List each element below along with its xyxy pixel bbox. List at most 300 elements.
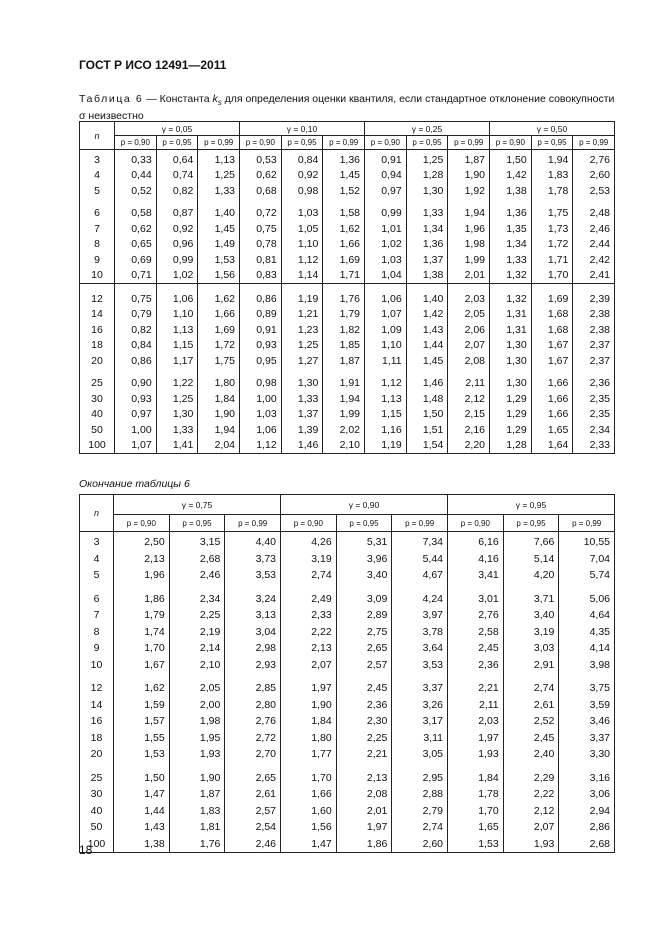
value-cell: 1,67	[531, 353, 573, 369]
value-cell: 2,46	[225, 836, 281, 853]
value-cell: 1,80	[198, 369, 240, 392]
value-cell: 2,38	[573, 322, 615, 338]
value-cell: 2,46	[573, 221, 615, 237]
table-row	[80, 307, 615, 323]
value-cell: 1,71	[323, 268, 365, 284]
value-cell: 2,21	[448, 673, 504, 697]
value-cell: 2,14	[169, 640, 225, 657]
value-cell: 1,66	[531, 391, 573, 407]
value-cell: 1,47	[281, 836, 337, 853]
value-cell: 1,35	[490, 221, 532, 237]
n-cell: 5	[80, 183, 115, 199]
value-cell: 2,48	[573, 199, 615, 222]
value-cell: 2,34	[169, 584, 225, 608]
value-cell: 1,19	[281, 284, 323, 307]
value-cell: 1,29	[490, 407, 532, 423]
table-row	[80, 268, 615, 284]
value-cell: 1,32	[490, 284, 532, 307]
value-cell: 3,98	[559, 657, 615, 674]
value-cell: 1,94	[323, 391, 365, 407]
value-cell: 1,87	[323, 353, 365, 369]
value-cell: 1,25	[156, 391, 198, 407]
value-cell: 1,01	[365, 221, 407, 237]
table-row	[80, 657, 615, 674]
value-cell: 2,08	[336, 786, 392, 803]
value-cell: 2,91	[503, 657, 559, 674]
value-cell: 1,43	[114, 819, 170, 836]
value-cell: 1,69	[323, 252, 365, 268]
table-row	[80, 836, 615, 853]
value-cell: 1,40	[198, 199, 240, 222]
value-cell: 2,25	[169, 607, 225, 624]
value-cell: 1,17	[156, 353, 198, 369]
n-cell: 20	[80, 353, 115, 369]
value-cell: 2,72	[225, 730, 281, 747]
p-header: p = 0,95	[503, 515, 559, 532]
n-cell: 8	[80, 624, 114, 641]
value-cell: 2,05	[169, 673, 225, 697]
value-cell: 1,38	[406, 268, 448, 284]
value-cell: 1,78	[448, 786, 504, 803]
table-row	[80, 607, 615, 624]
value-cell: 1,50	[114, 763, 170, 787]
value-cell: 2,00	[169, 697, 225, 714]
value-cell: 1,79	[323, 307, 365, 323]
value-cell: 2,25	[336, 730, 392, 747]
value-cell: 3,05	[392, 746, 448, 763]
value-cell: 5,14	[503, 551, 559, 568]
n-cell: 30	[80, 786, 114, 803]
value-cell: 1,97	[336, 819, 392, 836]
value-cell: 2,93	[225, 657, 281, 674]
value-cell: 1,09	[365, 322, 407, 338]
value-cell: 0,93	[240, 338, 282, 354]
value-cell: 2,03	[448, 284, 490, 307]
p-header: p = 0,95	[406, 136, 448, 150]
value-cell: 0,94	[365, 168, 407, 184]
value-cell: 1,97	[448, 730, 504, 747]
value-cell: 2,21	[336, 746, 392, 763]
value-cell: 1,25	[198, 168, 240, 184]
p-header: p = 0,90	[365, 136, 407, 150]
value-cell: 1,59	[114, 697, 170, 714]
value-cell: 1,15	[156, 338, 198, 354]
value-cell: 2,02	[323, 422, 365, 438]
value-cell: 2,36	[336, 697, 392, 714]
value-cell: 1,87	[169, 786, 225, 803]
value-cell: 0,84	[115, 338, 157, 354]
caption-k: k	[212, 93, 218, 105]
value-cell: 2,33	[281, 607, 337, 624]
page-number: 18	[79, 843, 93, 857]
value-cell: 0,52	[115, 183, 157, 199]
value-cell: 1,43	[406, 322, 448, 338]
value-cell: 3,30	[559, 746, 615, 763]
value-cell: 2,22	[281, 624, 337, 641]
value-cell: 1,57	[114, 713, 170, 730]
value-cell: 1,65	[448, 819, 504, 836]
table-row	[80, 567, 615, 584]
value-cell: 2,04	[198, 438, 240, 454]
table-row	[80, 730, 615, 747]
value-cell: 1,30	[406, 183, 448, 199]
value-cell: 2,54	[225, 819, 281, 836]
table-row	[80, 199, 615, 222]
value-cell: 0,58	[115, 199, 157, 222]
value-cell: 2,74	[281, 567, 337, 584]
table-row	[80, 168, 615, 184]
n-cell: 9	[80, 252, 115, 268]
value-cell: 2,16	[448, 422, 490, 438]
table-row	[80, 438, 615, 454]
value-cell: 1,53	[198, 252, 240, 268]
value-cell: 1,47	[114, 786, 170, 803]
value-cell: 2,30	[336, 713, 392, 730]
table-row	[80, 746, 615, 763]
value-cell: 1,32	[490, 268, 532, 284]
value-cell: 2,53	[573, 183, 615, 199]
value-cell: 3,09	[336, 584, 392, 608]
value-cell: 2,49	[281, 584, 337, 608]
value-cell: 1,12	[365, 369, 407, 392]
value-cell: 2,42	[573, 252, 615, 268]
value-cell: 1,06	[240, 422, 282, 438]
n-cell: 18	[80, 730, 114, 747]
value-cell: 1,21	[281, 307, 323, 323]
n-cell: 10	[80, 268, 115, 284]
value-cell: 2,61	[503, 697, 559, 714]
value-cell: 3,73	[225, 551, 281, 568]
table-caption	[79, 93, 619, 122]
value-cell: 2,86	[559, 819, 615, 836]
value-cell: 2,70	[225, 746, 281, 763]
value-cell: 0,33	[115, 150, 157, 168]
value-cell: 1,12	[281, 252, 323, 268]
value-cell: 7,66	[503, 532, 559, 551]
value-cell: 1,98	[448, 237, 490, 253]
value-cell: 1,74	[114, 624, 170, 641]
value-cell: 2,45	[448, 640, 504, 657]
value-cell: 1,52	[323, 183, 365, 199]
value-cell: 3,64	[392, 640, 448, 657]
value-cell: 3,53	[392, 657, 448, 674]
value-cell: 2,44	[573, 237, 615, 253]
value-cell: 1,12	[240, 438, 282, 454]
value-cell: 1,10	[281, 237, 323, 253]
n-cell: 14	[80, 307, 115, 323]
table-row	[80, 713, 615, 730]
value-cell: 4,20	[503, 567, 559, 584]
table-row	[80, 551, 615, 568]
value-cell: 5,31	[336, 532, 392, 551]
gamma-header: γ = 0,10	[240, 122, 365, 136]
continuation-caption: Окончание таблицы 6	[79, 478, 190, 490]
value-cell: 3,53	[225, 567, 281, 584]
value-cell: 3,59	[559, 697, 615, 714]
value-cell: 1,38	[490, 183, 532, 199]
value-cell: 2,35	[573, 391, 615, 407]
value-cell: 2,15	[448, 407, 490, 423]
value-cell: 1,80	[281, 730, 337, 747]
value-cell: 1,07	[115, 438, 157, 454]
value-cell: 1,95	[169, 730, 225, 747]
value-cell: 0,97	[115, 407, 157, 423]
value-cell: 2,35	[573, 407, 615, 423]
value-cell: 3,37	[559, 730, 615, 747]
value-cell: 3,40	[503, 607, 559, 624]
value-cell: 2,05	[448, 307, 490, 323]
p-header: p = 0,99	[559, 515, 615, 532]
value-cell: 1,36	[406, 237, 448, 253]
value-cell: 2,95	[392, 763, 448, 787]
value-cell: 3,04	[225, 624, 281, 641]
value-cell: 10,55	[559, 532, 615, 551]
value-cell: 1,84	[281, 713, 337, 730]
gamma-header: γ = 0,05	[115, 122, 240, 136]
value-cell: 2,36	[448, 657, 504, 674]
value-cell: 1,68	[531, 322, 573, 338]
value-cell: 3,75	[559, 673, 615, 697]
value-cell: 1,51	[406, 422, 448, 438]
value-cell: 2,36	[573, 369, 615, 392]
value-cell: 1,30	[490, 338, 532, 354]
table-row	[80, 284, 615, 307]
value-cell: 0,96	[156, 237, 198, 253]
value-cell: 1,02	[365, 237, 407, 253]
value-cell: 3,24	[225, 584, 281, 608]
value-cell: 1,62	[323, 221, 365, 237]
value-cell: 4,67	[392, 567, 448, 584]
value-cell: 3,71	[503, 584, 559, 608]
n-cell: 3	[80, 150, 115, 168]
value-cell: 0,93	[115, 391, 157, 407]
value-cell: 0,53	[240, 150, 282, 168]
value-cell: 1,76	[169, 836, 225, 853]
value-cell: 1,39	[281, 422, 323, 438]
value-cell: 0,72	[240, 199, 282, 222]
p-header: p = 0,95	[156, 136, 198, 150]
value-cell: 1,97	[281, 673, 337, 697]
p-header: p = 0,90	[448, 515, 504, 532]
value-cell: 2,13	[336, 763, 392, 787]
value-cell: 1,50	[490, 150, 532, 168]
value-cell: 0,84	[281, 150, 323, 168]
value-cell: 1,37	[406, 252, 448, 268]
value-cell: 3,26	[392, 697, 448, 714]
value-cell: 2,85	[225, 673, 281, 697]
n-cell: 7	[80, 221, 115, 237]
value-cell: 1,46	[281, 438, 323, 454]
n-cell: 100	[80, 438, 115, 454]
value-cell: 3,78	[392, 624, 448, 641]
value-cell: 1,62	[198, 284, 240, 307]
value-cell: 1,90	[198, 407, 240, 423]
value-cell: 1,14	[281, 268, 323, 284]
value-cell: 1,78	[531, 183, 573, 199]
value-cell: 0,64	[156, 150, 198, 168]
value-cell: 2,41	[573, 268, 615, 284]
value-cell: 1,60	[281, 803, 337, 820]
value-cell: 1,94	[531, 150, 573, 168]
value-cell: 0,97	[365, 183, 407, 199]
value-cell: 1,83	[531, 168, 573, 184]
value-cell: 1,99	[448, 252, 490, 268]
value-cell: 1,56	[198, 268, 240, 284]
value-cell: 1,66	[323, 237, 365, 253]
value-cell: 2,65	[225, 763, 281, 787]
p-header: p = 0,95	[336, 515, 392, 532]
value-cell: 2,03	[448, 713, 504, 730]
value-cell: 0,75	[115, 284, 157, 307]
value-cell: 2,68	[559, 836, 615, 853]
n-cell: 50	[80, 422, 115, 438]
value-cell: 0,87	[156, 199, 198, 222]
value-cell: 2,06	[448, 322, 490, 338]
value-cell: 1,07	[365, 307, 407, 323]
value-cell: 4,14	[559, 640, 615, 657]
value-cell: 1,16	[365, 422, 407, 438]
value-cell: 1,94	[198, 422, 240, 438]
value-cell: 1,54	[406, 438, 448, 454]
value-cell: 1,64	[531, 438, 573, 454]
value-cell: 3,17	[392, 713, 448, 730]
value-cell: 3,37	[392, 673, 448, 697]
value-cell: 4,35	[559, 624, 615, 641]
value-cell: 1,03	[240, 407, 282, 423]
value-cell: 1,36	[490, 199, 532, 222]
gamma-header: γ = 0,75	[114, 495, 281, 515]
value-cell: 4,16	[448, 551, 504, 568]
value-cell: 1,70	[114, 640, 170, 657]
value-cell: 1,44	[406, 338, 448, 354]
p-header: p = 0,90	[114, 515, 170, 532]
value-cell: 2,52	[503, 713, 559, 730]
value-cell: 1,93	[503, 836, 559, 853]
value-cell: 1,27	[281, 353, 323, 369]
value-cell: 1,75	[531, 199, 573, 222]
value-cell: 2,45	[336, 673, 392, 697]
p-header: p = 0,95	[281, 136, 323, 150]
value-cell: 1,37	[281, 407, 323, 423]
value-cell: 1,50	[406, 407, 448, 423]
value-cell: 0,79	[115, 307, 157, 323]
p-header: p = 0,95	[531, 136, 573, 150]
value-cell: 1,45	[323, 168, 365, 184]
n-cell: 16	[80, 713, 114, 730]
value-cell: 2,40	[503, 746, 559, 763]
value-cell: 1,45	[406, 353, 448, 369]
value-cell: 1,90	[169, 763, 225, 787]
value-cell: 1,55	[114, 730, 170, 747]
value-cell: 1,49	[198, 237, 240, 253]
value-cell: 0,95	[240, 353, 282, 369]
table-row	[80, 338, 615, 354]
value-cell: 2,58	[448, 624, 504, 641]
value-cell: 1,42	[406, 307, 448, 323]
value-cell: 1,56	[281, 819, 337, 836]
value-cell: 1,36	[323, 150, 365, 168]
value-cell: 3,13	[225, 607, 281, 624]
value-cell: 3,15	[169, 532, 225, 551]
value-cell: 4,24	[392, 584, 448, 608]
n-cell: 16	[80, 322, 115, 338]
n-column-header: n	[80, 122, 115, 150]
value-cell: 1,72	[531, 237, 573, 253]
value-cell: 4,26	[281, 532, 337, 551]
value-cell: 1,94	[448, 199, 490, 222]
value-cell: 1,00	[115, 422, 157, 438]
n-cell: 10	[80, 657, 114, 674]
value-cell: 1,33	[490, 252, 532, 268]
p-header: p = 0,99	[323, 136, 365, 150]
value-cell: 1,69	[198, 322, 240, 338]
value-cell: 2,74	[503, 673, 559, 697]
value-cell: 2,65	[336, 640, 392, 657]
p-header: p = 0,90	[281, 515, 337, 532]
value-cell: 1,70	[448, 803, 504, 820]
value-cell: 1,13	[365, 391, 407, 407]
value-cell: 1,66	[531, 407, 573, 423]
value-cell: 1,11	[365, 353, 407, 369]
value-cell: 2,37	[573, 353, 615, 369]
n-cell: 40	[80, 407, 115, 423]
value-cell: 2,80	[225, 697, 281, 714]
p-header: p = 0,90	[115, 136, 157, 150]
value-cell: 1,00	[240, 391, 282, 407]
value-cell: 1,70	[281, 763, 337, 787]
value-cell: 0,92	[156, 221, 198, 237]
value-cell: 2,29	[503, 763, 559, 787]
n-cell: 30	[80, 391, 115, 407]
value-cell: 1,29	[490, 391, 532, 407]
table-row	[80, 391, 615, 407]
value-cell: 2,12	[448, 391, 490, 407]
value-cell: 1,41	[156, 438, 198, 454]
value-cell: 0,74	[156, 168, 198, 184]
p-header: p = 0,99	[225, 515, 281, 532]
value-cell: 2,68	[169, 551, 225, 568]
value-cell: 1,22	[156, 369, 198, 392]
value-cell: 0,92	[281, 168, 323, 184]
value-cell: 3,46	[559, 713, 615, 730]
value-cell: 2,60	[573, 168, 615, 184]
table-row	[80, 369, 615, 392]
value-cell: 3,03	[503, 640, 559, 657]
value-cell: 2,11	[448, 369, 490, 392]
value-cell: 1,99	[323, 407, 365, 423]
table-row	[80, 237, 615, 253]
value-cell: 1,96	[114, 567, 170, 584]
n-cell: 25	[80, 369, 115, 392]
value-cell: 1,66	[531, 369, 573, 392]
value-cell: 1,68	[531, 307, 573, 323]
table-row	[80, 353, 615, 369]
value-cell: 0,82	[115, 322, 157, 338]
value-cell: 1,90	[448, 168, 490, 184]
value-cell: 1,34	[406, 221, 448, 237]
value-cell: 1,13	[156, 322, 198, 338]
value-cell: 0,89	[240, 307, 282, 323]
value-cell: 2,38	[573, 307, 615, 323]
value-cell: 1,90	[281, 697, 337, 714]
value-cell: 1,46	[406, 369, 448, 392]
value-cell: 1,25	[406, 150, 448, 168]
value-cell: 1,91	[323, 369, 365, 392]
value-cell: 2,61	[225, 786, 281, 803]
table-row	[80, 322, 615, 338]
value-cell: 1,66	[281, 786, 337, 803]
value-cell: 2,60	[392, 836, 448, 853]
